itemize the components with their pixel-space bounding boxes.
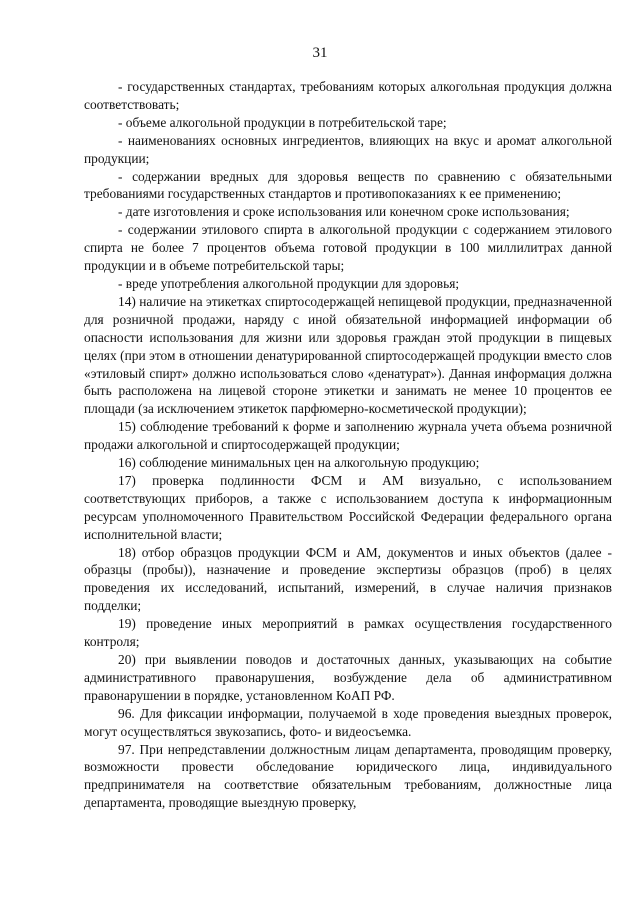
paragraph-list-item: - дате изготовления и сроке использования или конечном сроке использования; bbox=[118, 204, 570, 220]
page-number: 31 bbox=[312, 45, 328, 61]
paragraph-item-20: 20) при выявлении поводов и достаточных данных, указывающих на событие административного правонарушения, возбуждение дела об административном правонарушении в порядке, установленном КоАП РФ. bbox=[84, 652, 612, 703]
document-body bbox=[84, 78, 612, 812]
paragraph-list-item: - содержании вредных для здоровья веществ по сравнению с обязательными требованиями государственных стандартов и противопоказаниях к ее применению; bbox=[84, 168, 612, 202]
paragraph-item-15: 15) соблюдение требований к форме и заполнению журнала учета объема розничной продажи алкогольной и спиртосодержащей продукции; bbox=[84, 419, 612, 453]
paragraph-list-item: - содержании этилового спирта в алкогольной продукции с содержанием этилового спирта не более 7 процентов объема готовой продукции в 100 миллилитрах данной продукции и в объеме потребительской тары; bbox=[84, 222, 612, 274]
paragraph-item-17: 17) проверка подлинности ФСМ и АМ визуально, с использованием соответствующих приборов, а также с использованием доступа к информационным ресурсам уполномоченного Правительством Российской Федерации федерального органа исполнительной власти; bbox=[84, 472, 612, 542]
paragraph-item-19: 19) проведение иных мероприятий в рамках осуществления государственного контроля; bbox=[84, 616, 612, 650]
paragraph-list-item: - государственных стандартах, требованиям которых алкогольная продукция должна соответствовать; bbox=[84, 79, 612, 112]
paragraph-list-item: - вреде употребления алкогольной продукции для здоровья; bbox=[118, 275, 460, 291]
paragraph-item-18: 18) отбор образцов продукции ФСМ и АМ, документов и иных объектов (далее - образцы (пробы)), назначение и проведение экспертизы образцов (проб) в целях проведения их исследований, испытаний, измерений, в случае наличия признаков подделки; bbox=[84, 544, 612, 614]
paragraph-item-14: 14) наличие на этикетках спиртосодержащей непищевой продукции, предназначенной для розничной продажи, наряду с иной обязательной информацией информации об опасности использования для жизни или здоровья граждан этой продукции в пищевых целях (при этом в отношении денатурированной спиртосодержащей продукции вместо слов «этиловый спирт» должно использоваться слово «денатурат»). Данная информация должна быть расположена на лицевой стороне этикетки и занимать не менее 10 процентов ее площади (за исключением этикеток парфюмерно-косметической продукции); bbox=[84, 293, 612, 417]
paragraph-list-item: - объеме алкогольной продукции в потребительской таре; bbox=[118, 114, 447, 130]
paragraph-section-96: 96. Для фиксации информации, получаемой в ходе проведения выездных проверок, могут осуществляться звукозапись, фото- и видеосъемка. bbox=[84, 705, 612, 739]
paragraph-section-97: 97. При непредставлении должностным лицам департамента, проводящим проверку, возможности провести обследование юридического лица, индивидуального предпринимателя на соответствие обязательным требованиям, должностные лица департамента, проводящие выездную проверку, bbox=[84, 741, 612, 811]
paragraph-item-16: 16) соблюдение минимальных цен на алкогольную продукцию; bbox=[118, 455, 480, 471]
paragraph-list-item: - наименованиях основных ингредиентов, влияющих на вкус и аромат алкогольной продукции; bbox=[84, 132, 612, 166]
